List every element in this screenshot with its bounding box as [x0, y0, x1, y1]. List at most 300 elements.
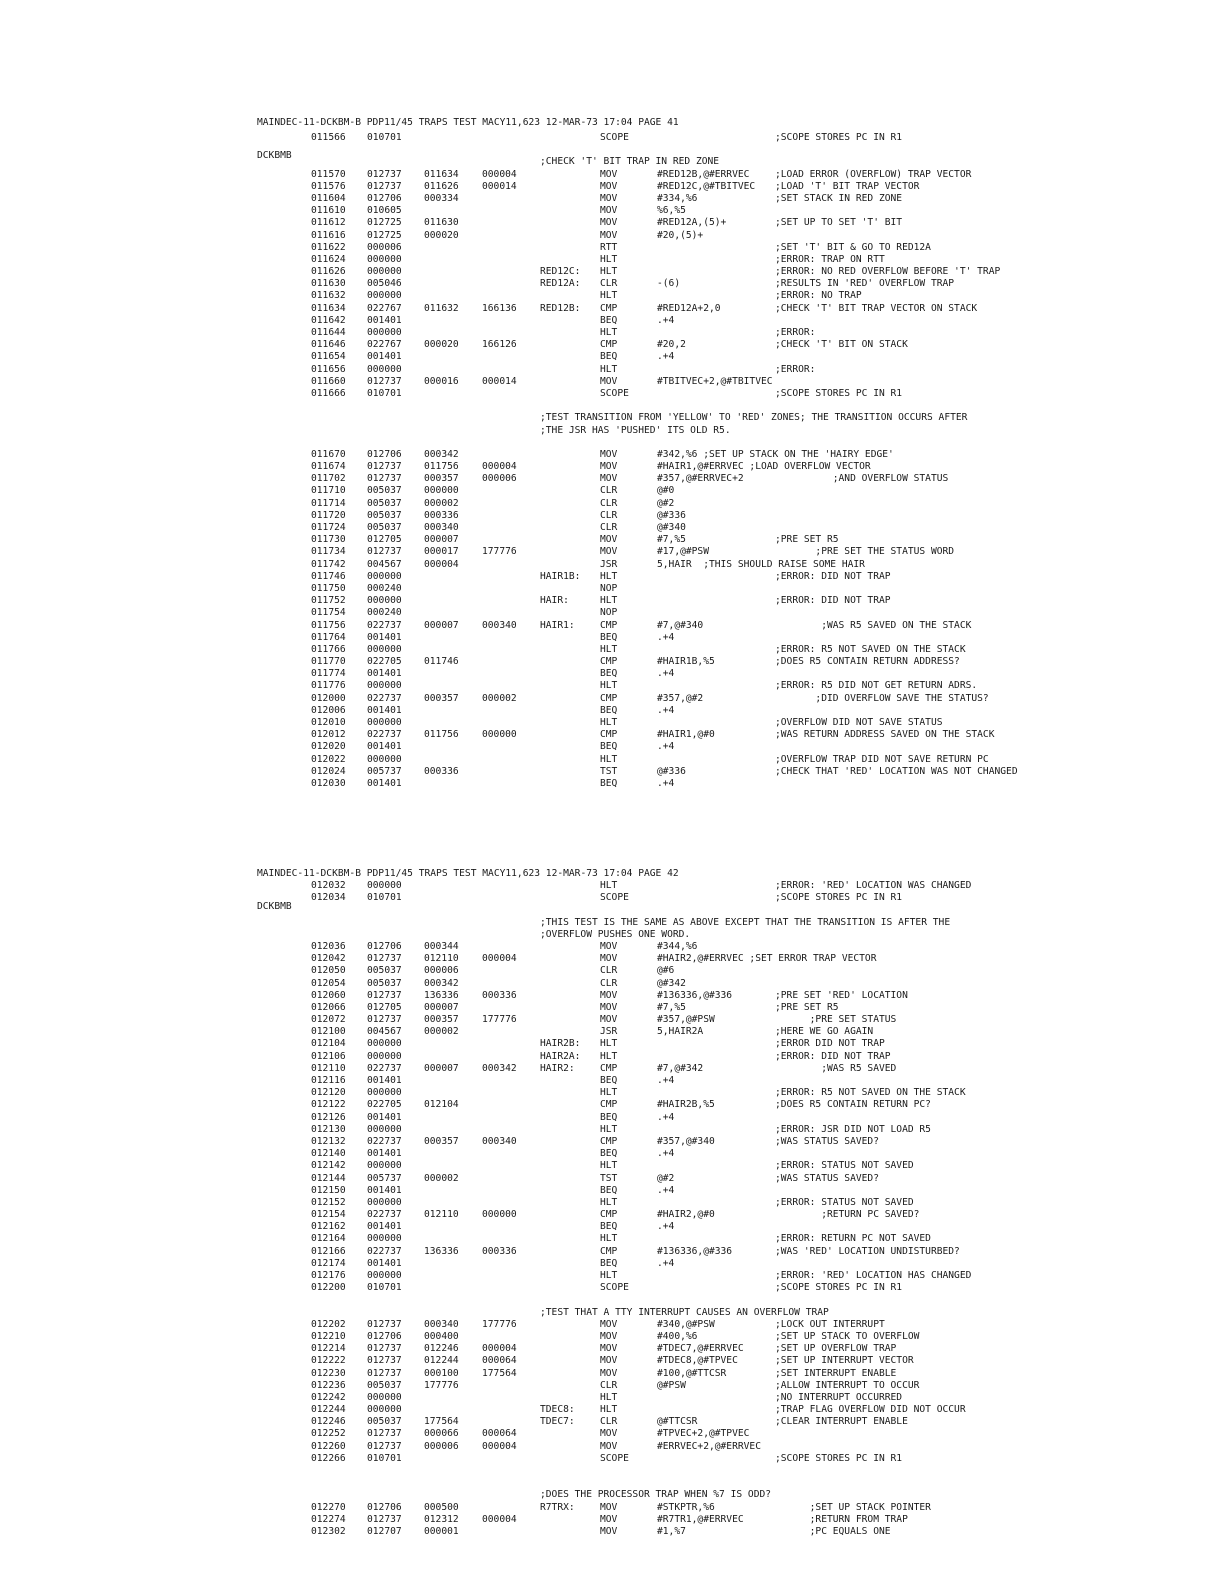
word-1: 012707: [367, 1525, 402, 1537]
operand: @#340: [657, 522, 686, 533]
operand: #RED12C,@#TBITVEC: [657, 180, 756, 192]
word-1: 000000: [367, 1391, 402, 1403]
listing-block-page-41: [0, 132, 1224, 790]
address: 012142: [311, 1160, 346, 1172]
opcode: MOV: [600, 205, 618, 217]
opcode: HLT: [600, 595, 618, 607]
code-line: [0, 303, 1224, 315]
opcode: CMP: [600, 1209, 618, 1221]
opcode: SCOPE: [600, 387, 629, 399]
word-2: 000357: [424, 1135, 459, 1147]
operand: #HAIR2B,%5: [657, 1099, 715, 1111]
address: 012140: [311, 1148, 346, 1160]
opcode: HLT: [600, 570, 618, 582]
comment: ;PRE SET R5: [775, 534, 839, 546]
address: 012210: [311, 1330, 346, 1342]
operand: .+4: [657, 314, 675, 326]
code-line: [0, 668, 1224, 680]
code-line: [0, 339, 1224, 351]
word-2: 000342: [424, 448, 459, 460]
opcode: HLT: [600, 327, 618, 338]
code-line: [0, 510, 1224, 522]
word-1: 012737: [367, 953, 402, 965]
opcode: MOV: [600, 1367, 618, 1379]
address: 012242: [311, 1391, 346, 1403]
word-3: 000000: [482, 1209, 517, 1221]
code-line: [0, 607, 1224, 619]
word-2: 012110: [424, 1209, 459, 1221]
comment-line: [0, 929, 1224, 941]
word-1: 001401: [367, 704, 402, 716]
code-line: [0, 449, 1224, 461]
opcode: HLT: [600, 1038, 618, 1050]
word-2: 012312: [424, 1513, 459, 1525]
opcode: MOV: [600, 1355, 618, 1367]
opcode: MOV: [600, 1343, 618, 1355]
opcode: CMP: [600, 692, 618, 704]
opcode: MOV: [600, 448, 618, 460]
comment: ;ERROR: DID NOT TRAP: [775, 1050, 891, 1062]
code-line: [0, 778, 1224, 790]
word-3: 177776: [482, 1318, 517, 1330]
opcode: SCOPE: [600, 132, 629, 143]
word-3: 177776: [482, 546, 517, 558]
operand: #136336,@#336: [657, 989, 733, 1001]
word-1: 001401: [367, 668, 402, 680]
code-line: [0, 717, 1224, 729]
address: 012060: [311, 989, 346, 1001]
operand: #HAIR2,@#ERRVEC ;SET ERROR TRAP VECTOR: [657, 953, 877, 965]
word-1: 012705: [367, 1001, 402, 1013]
opcode: BEQ: [600, 1148, 618, 1160]
comment: ;ERROR DID NOT TRAP: [775, 1038, 885, 1050]
comment: ;SCOPE STORES PC IN R1: [775, 1282, 903, 1294]
comment: ;TRAP FLAG OVERFLOW DID NOT OCCUR: [775, 1404, 966, 1416]
code-line: [0, 498, 1224, 510]
opcode: HLT: [600, 1050, 618, 1062]
word-1: 000000: [367, 1038, 402, 1050]
code-line: [0, 766, 1224, 778]
address: 012260: [311, 1440, 346, 1452]
operand: .+4: [657, 777, 675, 789]
opcode: CLR: [600, 1379, 618, 1391]
word-1: 010701: [367, 1452, 402, 1464]
address: 011660: [311, 375, 346, 387]
label: TDEC8:: [540, 1404, 575, 1416]
operand: .+4: [657, 1184, 675, 1196]
code-line: [0, 1075, 1224, 1087]
opcode: CMP: [600, 302, 618, 314]
opcode: BEQ: [600, 1221, 618, 1233]
word-3: 166126: [482, 339, 517, 351]
code-line: [0, 965, 1224, 977]
code-line: [0, 1343, 1224, 1355]
code-line: [0, 242, 1224, 254]
opcode: JSR: [600, 1026, 618, 1038]
code-line: [0, 1185, 1224, 1197]
word-1: 001401: [367, 314, 402, 326]
address: 011654: [311, 351, 346, 363]
word-3: 000000: [482, 729, 517, 741]
operand: #17,@#PSW: [657, 546, 709, 558]
code-line: [0, 559, 1224, 571]
operand: #ERRVEC+2,@#ERRVEC: [657, 1440, 761, 1452]
code-line: [0, 1428, 1224, 1440]
comment: ;PRE SET STATUS: [775, 1014, 897, 1026]
word-1: 000000: [367, 570, 402, 582]
opcode: HLT: [600, 253, 618, 265]
opcode: BEQ: [600, 351, 618, 363]
opcode: HLT: [600, 1391, 618, 1403]
word-1: 005046: [367, 278, 402, 290]
opcode: BEQ: [600, 1184, 618, 1196]
word-3: 000004: [482, 953, 517, 965]
opcode: MOV: [600, 1513, 618, 1525]
word-1: 000000: [367, 266, 402, 278]
word-1: 000000: [367, 1160, 402, 1172]
address: 011720: [311, 509, 346, 521]
opcode: CLR: [600, 965, 618, 977]
comment: ;ERROR: RETURN PC NOT SAVED: [775, 1233, 931, 1245]
word-3: 000002: [482, 692, 517, 704]
word-1: 000006: [367, 241, 402, 253]
word-2: 000357: [424, 1014, 459, 1026]
comment: ;PC EQUALS ONE: [775, 1525, 891, 1537]
opcode: MOV: [600, 229, 618, 241]
code-line: [0, 181, 1224, 193]
address: 011734: [311, 546, 346, 558]
opcode: MOV: [600, 461, 618, 473]
address: 011570: [311, 168, 346, 180]
opcode: BEQ: [600, 631, 618, 643]
comment-line: [0, 156, 1224, 168]
comment: ;SET INTERRUPT ENABLE: [775, 1367, 897, 1379]
operand: .+4: [657, 668, 675, 680]
comment: ;ERROR: NO RED OVERFLOW BEFORE 'T' TRAP: [775, 266, 1001, 278]
word-2: 000020: [424, 229, 459, 241]
operand: #1,%7: [657, 1525, 686, 1537]
word-2: 000336: [424, 509, 459, 521]
word-1: 012737: [367, 1440, 402, 1452]
word-2: 011746: [424, 656, 459, 668]
word-1: 012737: [367, 473, 402, 485]
code-line: [0, 571, 1224, 583]
word-2: 000016: [424, 375, 459, 387]
word-3: 177564: [482, 1367, 517, 1379]
opcode: MOV: [600, 1330, 618, 1342]
code-line: [0, 1380, 1224, 1392]
code-line: [0, 388, 1224, 400]
operand: -(6): [657, 278, 681, 290]
word-1: 012706: [367, 192, 402, 204]
word-1: 004567: [367, 558, 402, 570]
address: 012176: [311, 1270, 346, 1281]
code-line: [0, 1233, 1224, 1245]
code-line: [0, 1270, 1224, 1282]
word-1: 010701: [367, 387, 402, 399]
address: 012024: [311, 765, 346, 777]
block-comment: ;THIS TEST IS THE SAME AS ABOVE EXCEPT THAT THE TRANSITION IS AFTER THE: [540, 916, 951, 928]
opcode: MOV: [600, 940, 618, 952]
word-2: 000100: [424, 1367, 459, 1379]
operand: @#PSW: [657, 1379, 686, 1391]
word-1: 005037: [367, 1379, 402, 1391]
word-3: 166136: [482, 302, 517, 314]
address: 012110: [311, 1062, 346, 1074]
comment: ;ERROR: 'RED' LOCATION HAS CHANGED: [775, 1270, 972, 1281]
address: 011632: [311, 290, 346, 302]
address: 011742: [311, 558, 346, 570]
code-line: [0, 892, 1224, 904]
address: 011724: [311, 522, 346, 533]
comment: ;ERROR: R5 NOT SAVED ON THE STACK: [775, 1087, 966, 1099]
block-comment: ;DOES THE PROCESSOR TRAP WHEN %7 IS ODD?: [540, 1489, 772, 1501]
word-2: 000004: [424, 558, 459, 570]
word-1: 022705: [367, 1099, 402, 1111]
operand: #TBITVEC+2,@#TBITVEC: [657, 375, 773, 387]
code-line: [0, 364, 1224, 376]
operand: .+4: [657, 1221, 675, 1233]
opcode: MOV: [600, 217, 618, 229]
blank-line: [0, 1294, 1224, 1306]
operand: #342,%6 ;SET UP STACK ON THE 'HAIRY EDGE': [657, 448, 894, 460]
opcode: CMP: [600, 619, 618, 631]
word-3: 000336: [482, 1245, 517, 1257]
operand: #400,%6: [657, 1330, 698, 1342]
operand: #344,%6: [657, 940, 698, 952]
opcode: MOV: [600, 1428, 618, 1440]
comment-line: [0, 425, 1224, 437]
code-line: [0, 290, 1224, 302]
word-1: 001401: [367, 1111, 402, 1123]
opcode: HLT: [600, 1160, 618, 1172]
code-line: [0, 461, 1224, 473]
word-1: 012725: [367, 229, 402, 241]
comment: ;ERROR:: [775, 327, 816, 338]
word-1: 022737: [367, 692, 402, 704]
operand: .+4: [657, 741, 675, 753]
word-2: 012104: [424, 1099, 459, 1111]
code-line: [0, 729, 1224, 741]
address: 012130: [311, 1123, 346, 1135]
code-line: [0, 327, 1224, 339]
opcode: CMP: [600, 1245, 618, 1257]
operand: #HAIR2,@#0: [657, 1209, 715, 1221]
comment: ;SET UP STACK TO OVERFLOW: [775, 1330, 920, 1342]
code-line: [0, 132, 1224, 144]
header-subtitle-line: DCKBMB: [257, 901, 292, 912]
opcode: CMP: [600, 1099, 618, 1111]
code-line: [0, 1355, 1224, 1367]
code-line: [0, 546, 1224, 558]
code-line: [0, 941, 1224, 953]
comment: ;ERROR: R5 DID NOT GET RETURN ADRS.: [775, 680, 978, 692]
word-1: 012706: [367, 1501, 402, 1513]
word-1: 012705: [367, 534, 402, 546]
word-1: 005037: [367, 497, 402, 509]
address: 011774: [311, 668, 346, 680]
operand: @#342: [657, 977, 686, 989]
address: 012036: [311, 940, 346, 952]
comment: ;ERROR: DID NOT TRAP: [775, 595, 891, 607]
word-1: 000000: [367, 1196, 402, 1208]
code-line: [0, 978, 1224, 990]
comment: ;ALLOW INTERRUPT TO OCCUR: [775, 1379, 920, 1391]
code-line: [0, 583, 1224, 595]
code-line: [0, 620, 1224, 632]
word-1: 012706: [367, 448, 402, 460]
address: 012230: [311, 1367, 346, 1379]
word-2: 012110: [424, 953, 459, 965]
address: 012072: [311, 1014, 346, 1026]
opcode: MOV: [600, 168, 618, 180]
comment: ;SCOPE STORES PC IN R1: [775, 1452, 903, 1464]
opcode: CMP: [600, 1135, 618, 1147]
address: 012100: [311, 1026, 346, 1038]
word-3: 000006: [482, 473, 517, 485]
address: 012012: [311, 729, 346, 741]
address: 011604: [311, 192, 346, 204]
address: 011666: [311, 387, 346, 399]
code-line: [0, 595, 1224, 607]
address: 012054: [311, 977, 346, 989]
operand: @#6: [657, 965, 675, 977]
word-1: 012737: [367, 1513, 402, 1525]
operand: .+4: [657, 1148, 675, 1160]
blank-line: [0, 904, 1224, 916]
operand: #7,%5: [657, 534, 686, 546]
opcode: CLR: [600, 497, 618, 509]
operand: #100,@#TTCSR: [657, 1367, 727, 1379]
address: 011624: [311, 253, 346, 265]
comment: ;ERROR: R5 NOT SAVED ON THE STACK: [775, 643, 966, 655]
opcode: HLT: [600, 1233, 618, 1245]
word-3: 000064: [482, 1428, 517, 1440]
label: HAIR1:: [540, 619, 575, 631]
opcode: CLR: [600, 1416, 618, 1428]
comment: ;ERROR: STATUS NOT SAVED: [775, 1160, 914, 1172]
word-2: 012246: [424, 1343, 459, 1355]
word-1: 012737: [367, 1355, 402, 1367]
address: 012000: [311, 692, 346, 704]
blank-line: [0, 437, 1224, 449]
code-line: [0, 1112, 1224, 1124]
opcode: NOP: [600, 607, 618, 619]
code-line: [0, 1416, 1224, 1428]
address: 011730: [311, 534, 346, 546]
word-1: 005037: [367, 977, 402, 989]
word-1: 001401: [367, 1075, 402, 1086]
code-line: [0, 1246, 1224, 1258]
comment: ;SCOPE STORES PC IN R1: [775, 892, 903, 904]
opcode: MOV: [600, 1525, 618, 1537]
operand: @#336: [657, 765, 686, 777]
opcode: HLT: [600, 1404, 618, 1416]
word-1: 000000: [367, 753, 402, 765]
comment: ;DOES R5 CONTAIN RETURN ADDRESS?: [775, 656, 960, 668]
word-2: 000020: [424, 339, 459, 351]
word-1: 005037: [367, 509, 402, 521]
code-line: [0, 1014, 1224, 1026]
comment: ;CHECK 'T' BIT ON STACK: [775, 339, 908, 351]
word-3: 000004: [482, 1513, 517, 1525]
address: 011776: [311, 680, 346, 692]
opcode: HLT: [600, 266, 618, 278]
opcode: TST: [600, 765, 618, 777]
address: 012066: [311, 1001, 346, 1013]
label: R7TRX:: [540, 1501, 575, 1513]
operand: #TDEC7,@#ERRVEC: [657, 1343, 744, 1355]
comment: ;ERROR: STATUS NOT SAVED: [775, 1196, 914, 1208]
block-comment: ;CHECK 'T' BIT TRAP IN RED ZONE: [540, 156, 720, 168]
opcode: MOV: [600, 1440, 618, 1452]
address: 012032: [311, 880, 346, 891]
word-1: 005037: [367, 485, 402, 497]
opcode: MOV: [600, 1318, 618, 1330]
operand: #TPVEC+2,@#TPVEC: [657, 1428, 750, 1440]
comment: ;PRE SET R5: [775, 1001, 839, 1013]
word-3: 000004: [482, 1440, 517, 1452]
code-line: [0, 230, 1224, 242]
code-line: [0, 351, 1224, 363]
address: 012152: [311, 1196, 346, 1208]
opcode: BEQ: [600, 741, 618, 753]
address: 012274: [311, 1513, 346, 1525]
word-1: 012737: [367, 546, 402, 558]
word-1: 000000: [367, 1123, 402, 1135]
operand: #STKPTR,%6: [657, 1501, 715, 1513]
code-line: [0, 1148, 1224, 1160]
word-1: 001401: [367, 1257, 402, 1269]
operand: @#336: [657, 509, 686, 521]
code-line: [0, 1160, 1224, 1172]
address: 011764: [311, 631, 346, 643]
word-1: 012737: [367, 375, 402, 387]
word-2: 000066: [424, 1428, 459, 1440]
address: 012034: [311, 892, 346, 904]
address: 011674: [311, 461, 346, 473]
label: RED12B:: [540, 302, 581, 314]
code-line: [0, 1331, 1224, 1343]
header-title-line: MAINDEC-11-DCKBM-B PDP11/45 TRAPS TEST MACY11,623 12-MAR-73 17:04 PAGE 42: [257, 868, 679, 879]
code-line: [0, 953, 1224, 965]
word-1: 010701: [367, 1282, 402, 1294]
code-line: [0, 315, 1224, 327]
address: 012010: [311, 717, 346, 728]
word-1: 000000: [367, 327, 402, 338]
word-1: 004567: [367, 1026, 402, 1038]
block-comment: ;OVERFLOW PUSHES ONE WORD.: [540, 928, 691, 940]
comment: ;RESULTS IN 'RED' OVERFLOW TRAP: [775, 278, 955, 290]
address: 011714: [311, 497, 346, 509]
label: HAIR:: [540, 595, 569, 607]
opcode: BEQ: [600, 1111, 618, 1123]
operand: .+4: [657, 1257, 675, 1269]
opcode: SCOPE: [600, 892, 629, 904]
opcode: HLT: [600, 717, 618, 728]
comment: ;DID OVERFLOW SAVE THE STATUS?: [775, 692, 989, 704]
operand: #HAIR1B,%5: [657, 656, 715, 668]
operand: #20,2: [657, 339, 686, 351]
label: RED12A:: [540, 278, 581, 290]
opcode: HLT: [600, 363, 618, 375]
code-line: [0, 205, 1224, 217]
address: 012132: [311, 1135, 346, 1147]
address: 011644: [311, 327, 346, 338]
word-1: 012737: [367, 1367, 402, 1379]
word-1: 022737: [367, 1245, 402, 1257]
listing-block-page-42: [0, 880, 1224, 1538]
